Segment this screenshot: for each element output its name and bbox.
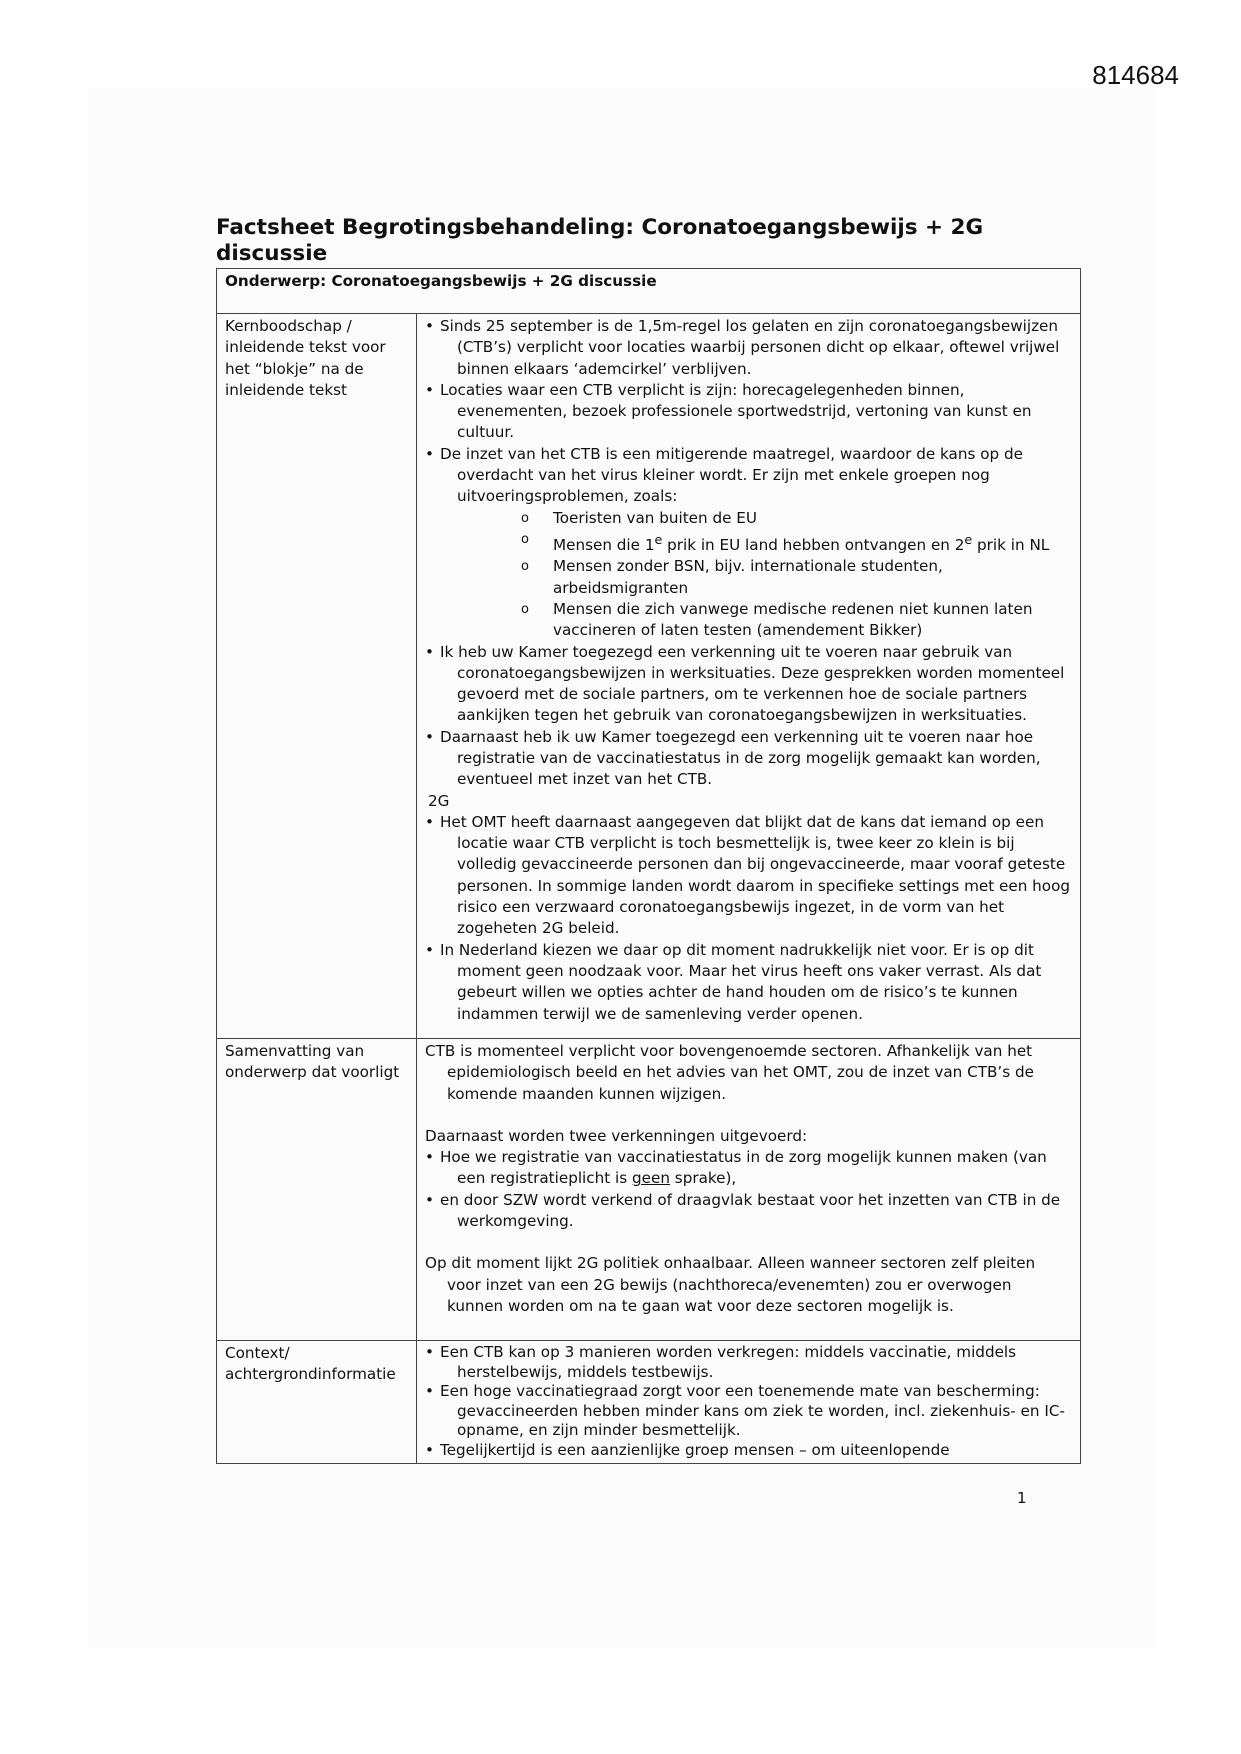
context-content [417, 1341, 1081, 1464]
kernboodschap-content [417, 314, 1081, 1039]
page-title: Factsheet Begrotingsbehandeling: Coronatoegangsbewijs + 2G discussie [216, 215, 984, 266]
context-list [425, 1343, 1072, 1460]
paragraph: CTB is momenteel verplicht voor bovengenoemde sectoren. Afhankelijk van het epidemiologisch beeld en het advies van het OMT, zou de inzet van CTB’s de komende maanden kunnen wijzigen. [425, 1042, 1034, 1103]
list-item-text: Hoe we registratie van vaccinatiestatus in de zorg mogelijk kunnen maken (van een registratieplicht is [440, 1148, 1047, 1188]
list-item: • Een CTB kan op 3 manieren worden verkregen: middels vaccinatie, middels herstelbewijs, middels testbewijs. [425, 1343, 1072, 1382]
samenvatting-label: Samenvatting van onderwerp dat voorligt [217, 1039, 417, 1341]
subject-cell: Onderwerp: Coronatoegangsbewijs + 2G discussie [217, 269, 1081, 314]
paragraph: Op dit moment lijkt 2G politiek onhaalbaar. Alleen wanneer sectoren zelf pleiten voor inzet van een 2G bewijs (nachthoreca/evenemten) zou er overwogen kunnen worden om na te gaan wat voor deze sectoren mogelijk is. [425, 1254, 1036, 1315]
list-item-text: De inzet van het CTB is een mitigerende maatregel, waardoor de kans op de overdacht van het virus kleiner wordt. Er zijn met enkele groepen nog uitvoeringsproblemen, zoals: [440, 444, 1023, 506]
list-item: • Sinds 25 september is de 1,5m-regel los gelaten en zijn coronatoegangsbewijzen (CTB’s) verplicht voor locaties waarbij personen dicht op elkaar, oftewel vrijwel binnen elkaars ‘ademcirkel’ verblijven. [425, 316, 1072, 380]
sub-list-item: o Mensen zonder BSN, bijv. internationale studenten, arbeidsmigranten [457, 556, 1072, 599]
samenvatting-row [217, 1039, 1081, 1341]
paragraph: Daarnaast worden twee verkenningen uitgevoerd: [425, 1126, 808, 1145]
sub-list-item [457, 529, 1072, 556]
sub-item-text: prik in NL [972, 536, 1050, 555]
list-item-text: sprake), [669, 1169, 737, 1188]
list-item [425, 444, 1072, 642]
list-item: • Een hoge vaccinatiegraad zorgt voor een toenemende mate van bescherming: gevaccineerden hebben minder kans om ziek te worden, incl. ziekenhuis- en IC-opname, en zijn minder besmettelijk. [425, 1382, 1072, 1441]
page-number: 1 [1017, 1489, 1027, 1507]
kernboodschap-label: Kernboodschap / inleidende tekst voor het “blokje” na de inleidende tekst [217, 314, 417, 1039]
sub-list-item: o Mensen die zich vanwege medische redenen niet kunnen laten vaccineren of laten testen (amendement Bikker) [457, 599, 1072, 642]
underlined-text: geen [632, 1169, 670, 1188]
list-item: • Tegelijkertijd is een aanzienlijke groep mensen – om uiteenlopende [425, 1441, 1072, 1461]
context-label: Context/ achtergrondinformatie [217, 1341, 417, 1464]
samenvatting-content [417, 1039, 1081, 1341]
factsheet-table [216, 268, 1081, 1464]
document-number: 814684 [1092, 60, 1179, 90]
list-item: • Het OMT heeft daarnaast aangegeven dat blijkt dat de kans dat iemand op een locatie waar CTB verplicht is toch besmettelijk is, twee keer zo klein is bij volledig gevaccineerde personen dan bij ongevaccineerde, maar vooraf geteste personen. In sommige landen wordt daarom in specifieke settings met een hoog risico een verzwaard coronatoegangsbewijs ingezet, in de vorm van het zogeheten 2G beleid. [425, 812, 1072, 940]
samenvatting-list [425, 1147, 1072, 1232]
subject-row [217, 269, 1081, 314]
sub-item-text: Mensen die 1 [553, 536, 655, 555]
list-item: • Daarnaast heb ik uw Kamer toegezegd een verkenning uit te voeren naar hoe registratie van de vaccinatiestatus in de zorg mogelijk gemaakt kan worden, eventueel met inzet van het CTB. [425, 727, 1072, 791]
list-item: • In Nederland kiezen we daar op dit moment nadrukkelijk niet voor. Er is op dit moment geen noodzaak voor. Maar het virus heeft ons vaker verrast. Als dat gebeurt willen we opties achter de hand houden om de risico’s te kunnen indammen terwijl we de samenleving verder openen. [425, 940, 1072, 1025]
list-item: • Locaties waar een CTB verplicht is zijn: horecagelegenheden binnen, evenementen, bezoek professionele sportwedstrijd, vertoning van kunst en cultuur. [425, 380, 1072, 444]
list-item: • Ik heb uw Kamer toegezegd een verkenning uit te voeren naar gebruik van coronatoegangsbewijzen in werksituaties. Deze gesprekken worden momenteel gevoerd met de sociale partners, om te verkennen hoe de sociale partners aankijken tegen het gebruik van coronatoegangsbewijzen in werksituaties. [425, 642, 1072, 727]
sub-item-text: prik in EU land hebben ontvangen en 2 [662, 536, 965, 555]
section-heading-2g: 2G [428, 791, 450, 810]
sub-list-item: o Toeristen van buiten de EU [457, 508, 1072, 529]
kernboodschap-list [425, 316, 1072, 791]
kernboodschap-list-2g [425, 812, 1072, 1025]
context-row [217, 1341, 1081, 1464]
sub-list [457, 508, 1072, 642]
list-item: • en door SZW wordt verkend of draagvlak bestaat voor het inzetten van CTB in de werkomgeving. [425, 1190, 1072, 1233]
superscript: e [654, 531, 663, 547]
list-item [425, 1147, 1072, 1190]
superscript: e [964, 531, 973, 547]
kernboodschap-row [217, 314, 1081, 1039]
